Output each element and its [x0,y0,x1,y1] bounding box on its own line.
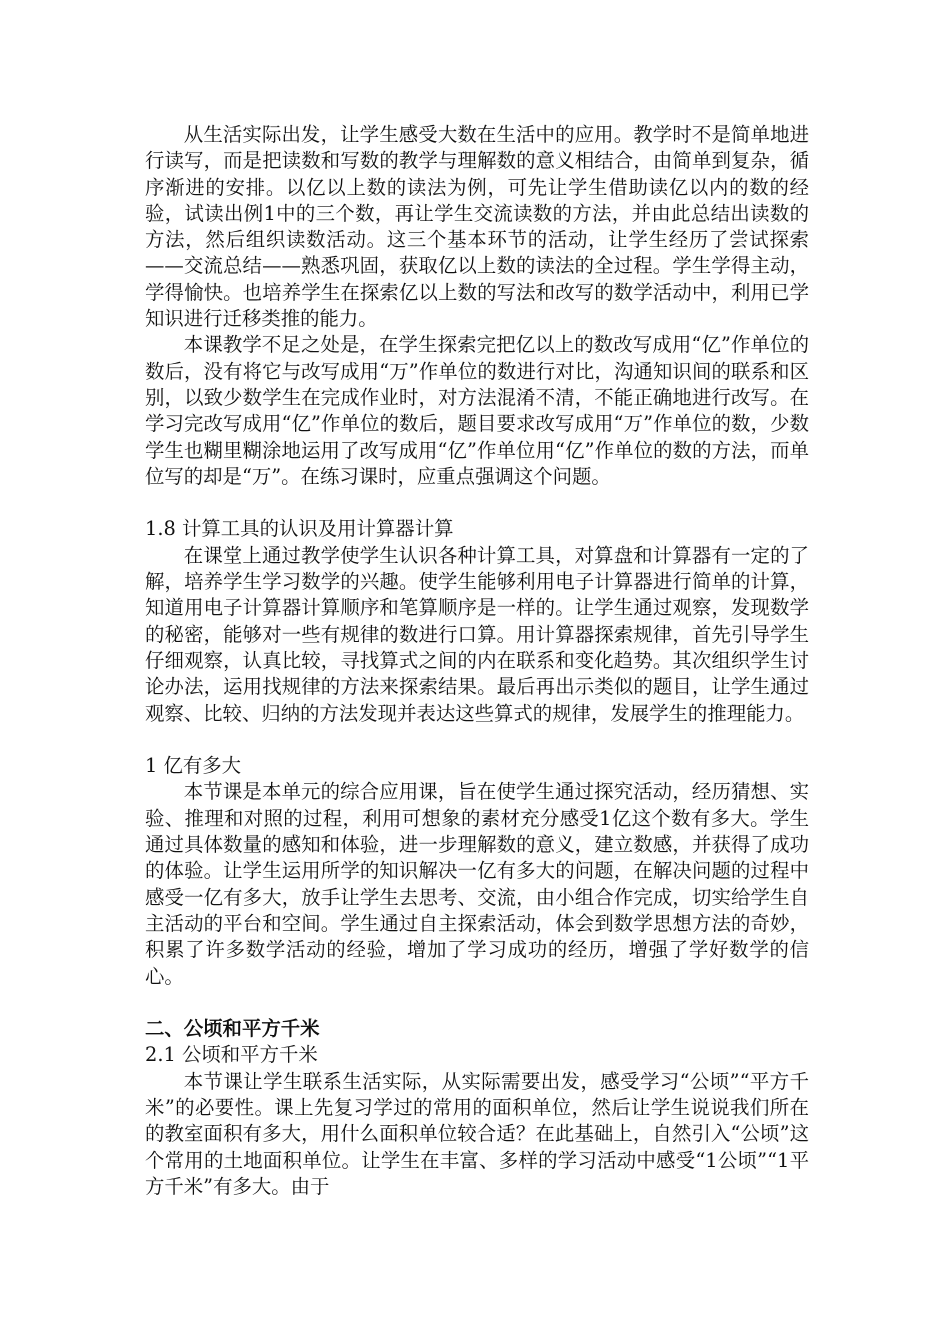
paragraph-reading-writing-large-numbers: 从生活实际出发，让学生感受大数在生活中的应用。教学时不是简单地进行读写，而是把读数和写数的教学与理解数的意义相结合，由简单到复杂，循序渐进的安排。以亿以上数的读法为例，可先让学生借助读亿以内的数的经验，试读出例1中的三个数，再让学生交流读数的方法，并由此总结出读数的方法，然后组织读数活动。这三个基本环节的活动，让学生经历了尝试探索——交流总结——熟悉巩固，获取亿以上数的读法的全过程。学生学得主动，学得愉快。也培养学生在探索亿以上数的写法和改写的数学活动中，利用已学知识进行迁移类推的能力。 [145,123,809,331]
paragraph-one-hundred-million: 本节课是本单元的综合应用课，旨在使学生通过探究活动，经历猜想、实验、推理和对照的过程，利用可想象的素材充分感受1亿这个数有多大。学生通过具体数量的感知和体验，进一步理解数的意义，建立数感，并获得了成功的体验。让学生运用所学的知识解决一亿有多大的问题，在解决问题的过程中感受一亿有多大，放手让学生去思考、交流，由小组合作完成，切实给学生自主活动的平台和空间。学生通过自主探索活动，体会到数学思想方法的奇妙，积累了许多数学活动的经验，增加了学习成功的经历，增强了学好数学的信心。 [145,780,809,988]
paragraph-calculator: 在课堂上通过教学使学生认识各种计算工具，对算盘和计算器有一定的了解，培养学生学习数学的兴趣。使学生能够利用电子计算器进行简单的计算，知道用电子计算器计算顺序和笔算顺序是一样的。让学生通过观察，发现数学的秘密，能够对一些有规律的数进行口算。用计算器探索规律，首先引导学生仔细观察，认真比较，寻找算式之间的内在联系和变化趋势。其次组织学生讨论办法，运用找规律的方法来探索结果。最后再出示类似的题目，让学生通过观察、比较、归纳的方法发现并表达这些算式的规律，发展学生的推理能力。 [145,543,809,725]
section-heading-1-8: 1.8 计算工具的认识及用计算器计算 [145,517,454,541]
document-page [145,122,809,1200]
section-gap [145,990,809,1016]
section-gap [145,490,809,516]
paragraph-hectare: 本节课让学生联系生活实际，从实际需要出发，感受学习“公顷”“平方千米”的必要性。课上先复习学过的常用的面积单位，然后让学生说说我们所在的教室面积有多大，用什么面积单位较合适？在此基础上，自然引入“公顷”这个常用的土地面积单位。让学生在丰富、多样的学习活动中感受“1公顷”“1平方千米”有多大。由于 [145,1069,809,1198]
section-heading-one-hundred-million: 1 亿有多大 [145,754,242,778]
section-heading-2-1: 2.1 公顷和平方千米 [145,1043,318,1067]
paragraph-teaching-shortcomings: 本课教学不足之处是，在学生探索完把亿以上的数改写成用“亿”作单位的数后，没有将它与改写成用“万”作单位的数进行对比，沟通知识间的联系和区别，以致少数学生在完成作业时，对方法混淆不清，不能正确地进行改写。在学习完改写成用“亿”作单位的数后，题目要求改写成用“万”作单位的数，少数学生也糊里糊涂地运用了改写成用“亿”作单位用“亿”作单位的数的方法，而单位写的却是“万”。在练习课时，应重点强调这个问题。 [145,333,809,488]
chapter-heading-hectare: 二、公顷和平方千米 [145,1017,320,1041]
section-gap [145,727,809,753]
